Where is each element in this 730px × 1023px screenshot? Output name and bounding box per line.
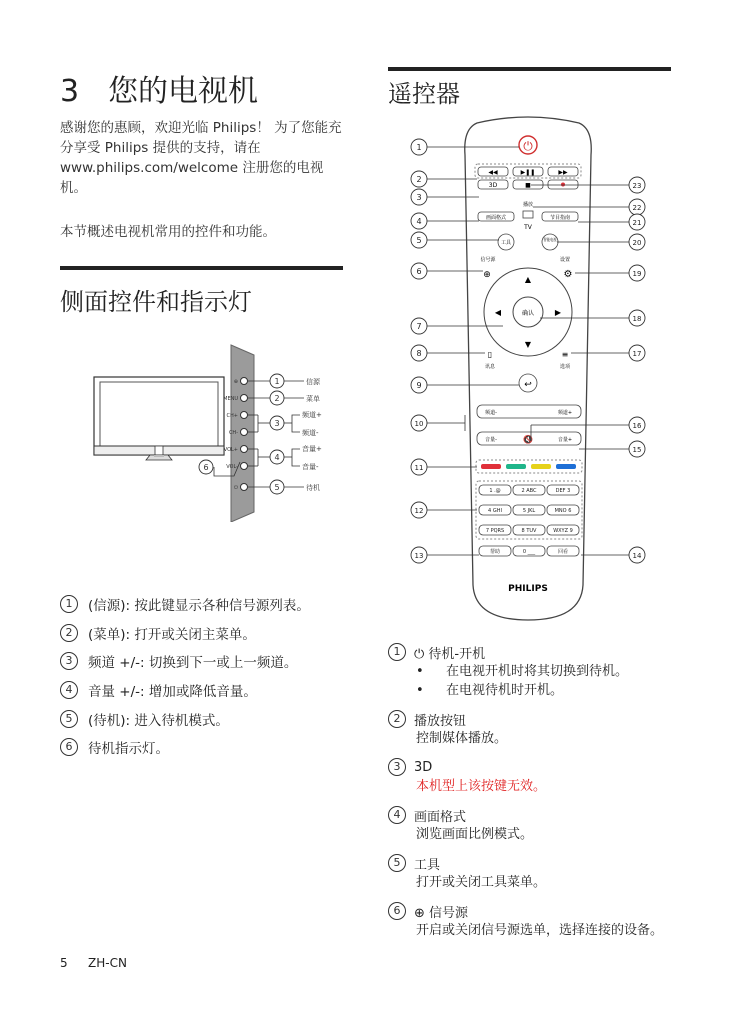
ch-plus-label: 频道+ — [557, 410, 573, 416]
list-item — [388, 901, 678, 940]
item-number: 1 — [388, 643, 406, 661]
settings-gear-icon: ⚙ — [563, 269, 573, 280]
key-8: 8 TUV — [521, 528, 537, 534]
remote-callout-14: 14 — [632, 552, 642, 560]
smart-tv-label: 智能电视 — [543, 237, 560, 242]
item-number: 4 — [388, 806, 406, 824]
item-number: 6 — [60, 738, 78, 756]
side-label-standby: 待机 — [306, 484, 320, 492]
3d-button-label: 3D — [488, 182, 498, 189]
item-desc-warning: 本机型上该按键无效。 — [416, 779, 547, 794]
side-label-vol-minus: 音量- — [302, 463, 319, 471]
panel-button-source — [241, 378, 248, 385]
remote-callout-21: 21 — [632, 219, 642, 227]
side-callout-4: 4 — [274, 453, 280, 462]
blue-key — [556, 464, 576, 469]
list-item — [388, 709, 678, 748]
item-number: 5 — [60, 710, 78, 728]
tv-icon — [523, 211, 533, 218]
list-item: 1 ⏻ 待机-开机 • 在电视开机时将其切换到待机。 • 在电视待机时开机。 — [388, 642, 678, 700]
item-number: 3 — [388, 758, 406, 776]
chapter-number: 3 — [60, 74, 80, 109]
key-5: 5 JKL — [522, 508, 536, 514]
remote-callout-20: 20 — [632, 239, 642, 247]
list-item — [60, 619, 310, 648]
item-number: 5 — [388, 854, 406, 872]
remote-callout-1: 1 — [416, 143, 422, 152]
side-callout-5: 5 — [274, 483, 280, 492]
panel-button-ch-plus — [241, 412, 248, 419]
remote-section-title: 遥控器 — [388, 80, 460, 108]
red-key — [481, 464, 501, 469]
item-text: (待机): 进入待机模式。 — [88, 712, 229, 729]
remote-callout-3: 3 — [416, 193, 422, 202]
yellow-key — [531, 464, 551, 469]
chapter-title-text: 您的电视机 — [108, 74, 258, 109]
side-callout-3: 3 — [274, 419, 280, 428]
side-callout-1: 1 — [274, 377, 280, 386]
list-item — [60, 676, 310, 705]
back-key: 回看 — [557, 549, 569, 555]
play-pause-icon: ▶❚❚ — [520, 169, 536, 176]
item-text: (信源): 按此键显示各种信号源列表。 — [88, 598, 310, 615]
ch-minus-label: 频道- — [485, 410, 497, 416]
power-icon: ⏻ — [523, 139, 533, 153]
item-number: 2 — [60, 624, 78, 642]
ok-label: 确认 — [521, 310, 535, 317]
back-icon: ↩ — [524, 380, 532, 390]
side-controls-list — [60, 590, 310, 762]
item-text: 音量 +/-: 增加或降低音量。 — [88, 684, 257, 701]
list-item — [388, 757, 678, 796]
chapter-title — [60, 66, 258, 110]
remote-callout-18: 18 — [632, 315, 642, 323]
help-key: 帮助 — [489, 549, 501, 555]
key-9: WXYZ 9 — [553, 528, 573, 534]
remote-callout-9: 9 — [416, 381, 422, 390]
down-arrow-icon: ▼ — [524, 340, 532, 349]
remote-callout-6: 6 — [416, 267, 422, 276]
panel-mark-menu: MENU — [223, 396, 238, 402]
item-title: ⊕ 信号源 — [414, 905, 469, 921]
side-section-title: 侧面控件和指示灯 — [60, 288, 252, 316]
tv-illustration — [94, 377, 224, 460]
panel-button-menu — [241, 395, 248, 402]
side-label-vol-plus: 音量+ — [302, 445, 322, 453]
side-label-source: 信源 — [306, 378, 320, 386]
side-callout-2: 2 — [274, 394, 280, 403]
item-desc: 浏览画面比例模式。 — [416, 827, 534, 842]
remote-callout-5: 5 — [416, 236, 422, 245]
vol-minus-label: 音量- — [485, 437, 497, 443]
record-icon — [561, 183, 565, 187]
list-item — [60, 704, 310, 733]
philips-logo: PHILIPS — [508, 584, 548, 594]
key-0: 0 ___ — [522, 549, 536, 555]
item-title: 播放按钮 — [414, 713, 467, 729]
item-number: 6 — [388, 902, 406, 920]
remote-diagram — [405, 115, 665, 625]
item-title: 画面格式 — [414, 809, 467, 825]
info-label: 讯息 — [484, 364, 496, 370]
rewind-icon: ◀◀ — [488, 169, 498, 176]
remote-callout-13: 13 — [414, 552, 424, 560]
page-number: 5 — [60, 956, 68, 970]
remote-callout-19: 19 — [632, 270, 642, 278]
item-text: (菜单): 打开或关闭主菜单。 — [88, 626, 256, 643]
tools-label: 工具 — [500, 240, 512, 246]
list-item — [60, 733, 310, 762]
item-number: 2 — [388, 710, 406, 728]
panel-mark-source: ⊕ — [233, 379, 238, 385]
fast-forward-icon: ▶▶ — [558, 169, 568, 176]
panel-button-vol-plus — [241, 446, 248, 453]
up-arrow-icon: ▲ — [524, 275, 532, 284]
settings-label: 设置 — [559, 257, 571, 263]
section-rule-side — [60, 266, 343, 270]
item-desc: 打开或关闭工具菜单。 — [416, 875, 547, 890]
key-6: MNO 6 — [554, 508, 572, 514]
remote-description-list — [388, 642, 678, 949]
item-text: 待机指示灯。 — [88, 741, 169, 758]
item-number: 3 — [60, 652, 78, 670]
remote-callout-22: 22 — [632, 204, 642, 212]
remote-callout-4: 4 — [416, 217, 422, 226]
item-title: ⏻ 待机-开机 — [414, 646, 486, 662]
panel-button-vol-minus — [241, 463, 248, 470]
panel-mark-vol-plus: VOL+ — [223, 447, 238, 453]
list-item — [60, 647, 310, 676]
panel-mark-ch-plus: CH+ — [226, 413, 238, 419]
key-1: 1 .@ — [489, 488, 501, 494]
panel-button-power — [241, 484, 248, 491]
guide-button-label: 节目指南 — [549, 215, 571, 221]
item-title: 工具 — [414, 857, 441, 873]
item-bullet: 在电视开机时将其切换到待机。 — [446, 664, 629, 679]
remote-callout-12: 12 — [414, 507, 424, 515]
panel-button-ch-minus — [241, 429, 248, 436]
side-callout-6: 6 — [203, 463, 209, 472]
side-label-menu: 菜单 — [306, 395, 320, 403]
item-number: 1 — [60, 595, 78, 613]
item-desc: 控制媒体播放。 — [416, 731, 508, 746]
key-3: DEF 3 — [555, 488, 571, 494]
left-arrow-icon: ◀ — [494, 308, 502, 317]
item-bullet: 在电视待机时开机。 — [446, 683, 564, 698]
side-controls-diagram — [92, 342, 342, 522]
language-code: ZH-CN — [88, 956, 127, 970]
item-title: 3D — [414, 759, 433, 775]
panel-mark-vol-minus: VOL- — [226, 464, 238, 470]
remote-callout-16: 16 — [632, 422, 642, 430]
options-icon: ≡ — [561, 350, 569, 359]
remote-callout-7: 7 — [416, 322, 422, 331]
panel-mark-power: ⏻ — [234, 485, 238, 491]
list-item — [388, 805, 678, 844]
vol-plus-label: 音量+ — [557, 437, 573, 443]
key-4: 4 GHI — [488, 508, 502, 514]
page-footer — [60, 956, 127, 970]
list-item — [60, 590, 310, 619]
key-7: 7 PQRS — [485, 528, 505, 534]
remote-callout-15: 15 — [632, 446, 642, 454]
play-label: 播放 — [522, 202, 534, 208]
intro-paragraph: 感谢您的惠顾，欢迎光临 Philips！ 为了您能充分享受 Philips 提供的支持，请在 www.philips.com/welcome 注册您的电视机。 — [60, 120, 342, 196]
options-label: 选项 — [559, 364, 571, 370]
source-label: 信号源 — [480, 257, 496, 263]
stop-icon: ■ — [525, 182, 531, 189]
remote-callout-10: 10 — [414, 420, 424, 428]
source-icon: ⊕ — [483, 270, 491, 280]
green-key — [506, 464, 526, 469]
format-button-label: 画面格式 — [485, 215, 507, 221]
remote-body — [465, 117, 592, 620]
side-label-ch-minus: 频道- — [302, 429, 319, 437]
remote-callout-23: 23 — [632, 182, 642, 190]
item-desc: 开启或关闭信号源选单，选择连接的设备。 — [416, 923, 664, 938]
info-icon: ▯ — [487, 350, 493, 359]
tv-label: TV — [524, 224, 532, 231]
list-item — [388, 853, 678, 892]
right-arrow-icon: ▶ — [554, 308, 562, 317]
side-label-ch-plus: 频道+ — [302, 411, 322, 419]
key-2: 2 ABC — [521, 488, 537, 494]
item-number: 4 — [60, 681, 78, 699]
remote-callout-8: 8 — [416, 349, 422, 358]
panel-mark-ch-minus: CH- — [228, 430, 238, 436]
remote-callout-11: 11 — [414, 464, 424, 472]
remote-callout-17: 17 — [632, 350, 642, 358]
section-rule-remote — [388, 67, 671, 71]
item-text: 频道 +/-: 切换到下一或上一频道。 — [88, 655, 298, 672]
remote-callout-2: 2 — [416, 175, 422, 184]
intro-summary: 本节概述电视机常用的控件和功能。 — [60, 224, 276, 240]
mute-icon: 🔇 — [523, 435, 533, 444]
